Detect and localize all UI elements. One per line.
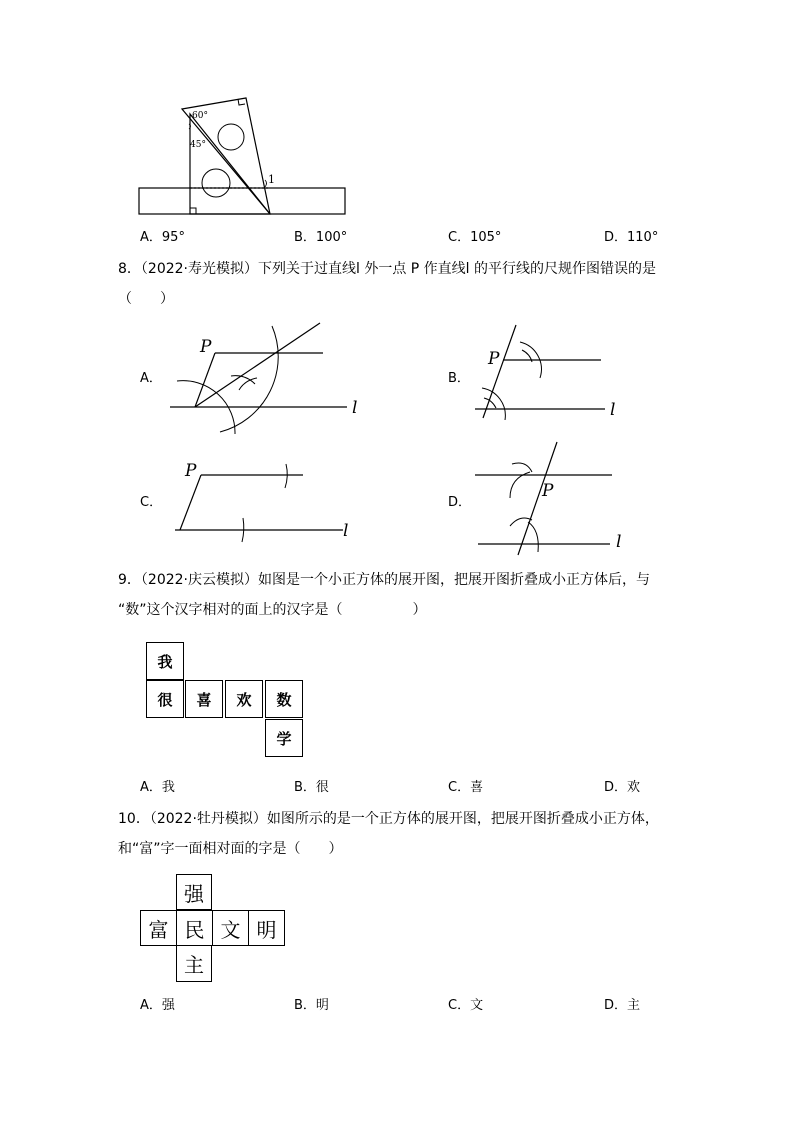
q8-b-label-l: l [610, 400, 616, 420]
q10-cell-qiang: 强 [176, 874, 212, 910]
q10-option-c: C．文 [448, 998, 484, 1013]
q9-cell-wo: 我 [146, 642, 184, 680]
q9-stem-line1: 9．（2022·庆云模拟）如图是一个小正方体的展开图，把展开图折叠成小正方体后，与 [118, 572, 650, 588]
q8-option-d-letter: D． [448, 495, 472, 510]
q8-option-d-figure [470, 440, 630, 560]
q10-cell-ming: 明 [248, 910, 285, 946]
q8-d-label-p: P [542, 481, 554, 501]
q7-option-d: D．110° [604, 230, 659, 245]
q10-option-b: B．明 [294, 998, 329, 1013]
q8-option-b-letter: B． [448, 371, 470, 386]
q8-c-label-l: l [343, 521, 349, 541]
q8-a-label-p: P [200, 337, 212, 357]
q7-option-c: C．105° [448, 230, 502, 245]
q9-cell-xi: 喜 [185, 680, 223, 718]
q8-c-label-p: P [185, 461, 197, 481]
q10-cell-wen: 文 [212, 910, 249, 946]
q8-a-label-l: l [352, 398, 358, 418]
q10-cell-zhu: 主 [176, 945, 212, 982]
q10-option-d: D．主 [604, 998, 641, 1013]
q9-option-b: B．很 [294, 780, 329, 795]
q8-option-c-letter: C． [140, 495, 163, 510]
q9-cell-shu: 数 [265, 680, 303, 718]
q10-stem [118, 806, 678, 862]
q8-option-a-letter: A． [140, 371, 162, 386]
q8-b-label-p: P [488, 349, 500, 369]
q9-cell-huan: 欢 [225, 680, 263, 718]
q8-d-label-l: l [616, 532, 622, 552]
q8-option-b-figure [470, 320, 630, 420]
q8-stem-line1: 8．（2022·寿光模拟）下列关于过直线l 外一点 P 作直线l 的平行线的尺规作图错误的是 [118, 261, 657, 277]
q7-figure [130, 92, 360, 222]
q10-cell-min: 民 [176, 910, 213, 946]
q8-option-a-figure [165, 318, 365, 436]
q7-angle-60-label: 60° [192, 111, 208, 121]
q10-option-a: A．强 [140, 998, 175, 1013]
q9-cell-hen: 很 [146, 680, 184, 718]
q8-stem [118, 256, 678, 312]
q9-option-c: C．喜 [448, 780, 484, 795]
q7-angle-45-label: 45° [190, 140, 206, 150]
q10-stem-line1: 10．（2022·牡丹模拟）如图所示的是一个正方体的展开图，把展开图折叠成小正方体， [118, 811, 659, 827]
q9-cell-xue: 学 [265, 719, 303, 757]
q8-stem-line2: （ ） [118, 291, 174, 307]
q7-option-a: A．95° [140, 230, 185, 245]
q7-option-b: B．100° [294, 230, 348, 245]
q9-option-d: D．欢 [604, 780, 641, 795]
q9-stem-line2: “数”这个汉字相对的面上的汉字是（ ） [118, 602, 427, 618]
q9-option-a: A．我 [140, 780, 175, 795]
q10-stem-line2: 和“富”字一面相对面的字是（ ） [118, 841, 343, 857]
q7-angle-1-label: 1 [268, 173, 275, 186]
q9-stem [118, 567, 678, 623]
q10-cell-fu: 富 [140, 910, 177, 946]
q8-option-c-figure [165, 460, 365, 545]
